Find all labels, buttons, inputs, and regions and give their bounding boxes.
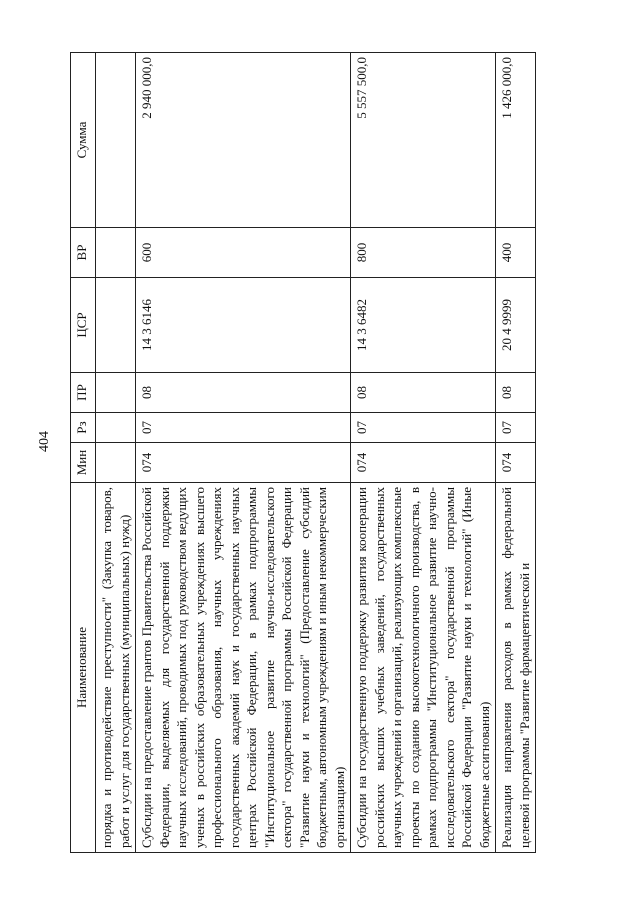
row-vr: 600 bbox=[136, 228, 351, 278]
row-pr: 08 bbox=[351, 373, 496, 413]
row-min: 074 bbox=[136, 443, 351, 483]
header-rz: Рз bbox=[71, 413, 96, 443]
row-min bbox=[96, 443, 136, 483]
row-rz: 07 bbox=[351, 413, 496, 443]
page-number: 404 bbox=[37, 431, 52, 452]
header-vr: ВР bbox=[71, 228, 96, 278]
row-name: Субсидии на предоставление грантов Правительства Российской Федерации, выделяемых для государственной поддержки научных исследований, проводимых под руководством ведущих ученых в российских образовательных учреждениях высшего профессионального образования, научных учреждениях государственных академий наук и государственных научных центрах Российской Федерации, в рамках подпрограммы "Институциональное развитие научно-исследовательского сектора" государственной программы Российской Федерации "Развитие науки и технологий" (Предоставление субсидий бюджетным, автономным учреждениям и иным некоммерческим организациям) bbox=[136, 483, 351, 853]
row-csr bbox=[96, 278, 136, 373]
budget-table bbox=[70, 52, 536, 853]
row-sum bbox=[96, 53, 136, 228]
row-name: Реализация направления расходов в рамках федеральной целевой программы "Развитие фармацевтической и bbox=[496, 483, 536, 853]
row-csr: 14 3 6146 bbox=[136, 278, 351, 373]
row-pr bbox=[96, 373, 136, 413]
table-header bbox=[71, 53, 96, 853]
table-row bbox=[351, 53, 496, 853]
row-sum: 2 940 000,0 bbox=[136, 53, 351, 228]
table-row bbox=[136, 53, 351, 853]
header-min: Мин bbox=[71, 443, 96, 483]
row-sum: 1 426 000,0 bbox=[496, 53, 536, 228]
row-min: 074 bbox=[351, 443, 496, 483]
table-row bbox=[496, 53, 536, 853]
header-sum: Сумма bbox=[71, 53, 96, 228]
row-pr: 08 bbox=[496, 373, 536, 413]
row-name: Субсидии на государственную поддержку развития кооперации российских высших учебных заведений, государственных научных учреждений и организаций, реализующих комплексные проекты по созданию высокотехнологичного производства, в рамках подпрограммы "Институциональное развитие научно-исследовательского сектора" государственной программы Российской Федерации "Развитие науки и технологий" (Иные бюджетные ассигнования) bbox=[351, 483, 496, 853]
header-csr: ЦСР bbox=[71, 278, 96, 373]
row-rz: 07 bbox=[136, 413, 351, 443]
table-row bbox=[96, 53, 136, 853]
row-vr: 800 bbox=[351, 228, 496, 278]
row-vr: 400 bbox=[496, 228, 536, 278]
row-name: порядка и противодействие преступности" (Закупка товаров, работ и услуг для государственных (муниципальных) нужд) bbox=[96, 483, 136, 853]
row-vr bbox=[96, 228, 136, 278]
header-name: Наименование bbox=[71, 483, 96, 853]
row-pr: 08 bbox=[136, 373, 351, 413]
row-csr: 14 3 6482 bbox=[351, 278, 496, 373]
rotated-page-content bbox=[70, 53, 600, 853]
row-sum: 5 557 500,0 bbox=[351, 53, 496, 228]
row-rz: 07 bbox=[496, 413, 536, 443]
header-pr: ПР bbox=[71, 373, 96, 413]
row-csr: 20 4 9999 bbox=[496, 278, 536, 373]
row-min: 074 bbox=[496, 443, 536, 483]
row-rz bbox=[96, 413, 136, 443]
